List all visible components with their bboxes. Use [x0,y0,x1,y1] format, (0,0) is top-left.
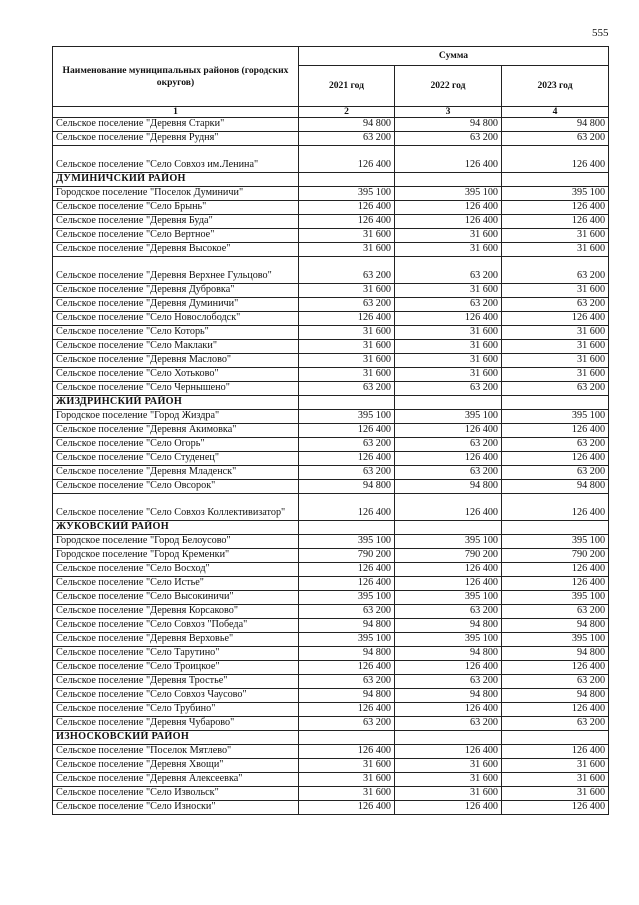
amount-2023: 31 600 [502,284,609,298]
empty-cell [299,521,395,535]
settlement-name: Сельское поселение "Село Истье" [53,577,299,591]
amount-2021: 126 400 [299,703,395,717]
column-index: 4 [502,107,609,118]
settlement-name: Сельское поселение "Деревня Алексеевка" [53,773,299,787]
amount-2021: 395 100 [299,187,395,201]
settlement-name: Сельское поселение "Деревня Маслово" [53,354,299,368]
settlement-name: Сельское поселение "Деревня Буда" [53,215,299,229]
column-index: 2 [299,107,395,118]
table-row [53,410,609,424]
amount-2021: 31 600 [299,354,395,368]
amount-2022: 126 400 [395,703,502,717]
settlement-name: Сельское поселение "Поселок Мятлево" [53,745,299,759]
amount-2022: 126 400 [395,801,502,815]
amount-2023: 63 200 [502,675,609,689]
amount-2023: 126 400 [502,215,609,229]
budget-table [52,46,609,815]
district-section-row [53,396,609,410]
amount-2022: 94 800 [395,619,502,633]
amount-2021: 126 400 [299,563,395,577]
settlement-name: Сельское поселение "Село Огорь" [53,438,299,452]
table-row [53,480,609,494]
amount-2021: 126 400 [299,801,395,815]
settlement-name: Городское поселение "Город Жиздра" [53,410,299,424]
amount-2022: 395 100 [395,633,502,647]
amount-2023: 63 200 [502,717,609,731]
amount-2022: 395 100 [395,187,502,201]
amount-2023: 63 200 [502,382,609,396]
table-row [53,563,609,577]
amount-2022: 31 600 [395,354,502,368]
amount-2022: 94 800 [395,480,502,494]
amount-2023: 126 400 [502,494,609,521]
amount-2022: 395 100 [395,410,502,424]
settlement-name: Сельское поселение "Деревня Корсаково" [53,605,299,619]
amount-2022: 63 200 [395,382,502,396]
amount-2023: 63 200 [502,257,609,284]
settlement-name: Городское поселение "Город Белоусово" [53,535,299,549]
table-row [53,215,609,229]
amount-2022: 126 400 [395,424,502,438]
amount-2022: 94 800 [395,689,502,703]
settlement-name: Сельское поселение "Село Высокиничи" [53,591,299,605]
amount-2023: 126 400 [502,661,609,675]
amount-2021: 31 600 [299,340,395,354]
district-section-row [53,521,609,535]
amount-2022: 126 400 [395,215,502,229]
amount-2022: 63 200 [395,466,502,480]
amount-2023: 126 400 [502,563,609,577]
table-row [53,118,609,132]
district-name: ДУМИНИЧСКИЙ РАЙОН [53,173,299,187]
table-row [53,284,609,298]
settlement-name: Сельское поселение "Деревня Хвощи" [53,759,299,773]
column-index: 3 [395,107,502,118]
table-row [53,326,609,340]
amount-2022: 31 600 [395,773,502,787]
table-row [53,535,609,549]
amount-2023: 395 100 [502,535,609,549]
settlement-name: Сельское поселение "Село Извольск" [53,787,299,801]
amount-2023: 31 600 [502,759,609,773]
amount-2022: 63 200 [395,675,502,689]
settlement-name: Сельское поселение "Село Тарутино" [53,647,299,661]
amount-2022: 94 800 [395,647,502,661]
table-row [53,717,609,731]
amount-2023: 395 100 [502,633,609,647]
table-row [53,787,609,801]
amount-2021: 126 400 [299,494,395,521]
amount-2022: 31 600 [395,326,502,340]
amount-2022: 126 400 [395,201,502,215]
amount-2021: 126 400 [299,424,395,438]
amount-2022: 31 600 [395,229,502,243]
empty-cell [395,731,502,745]
amount-2021: 126 400 [299,661,395,675]
amount-2023: 63 200 [502,298,609,312]
settlement-name: Сельское поселение "Село Новослободск" [53,312,299,326]
settlement-name: Сельское поселение "Деревня Думиничи" [53,298,299,312]
empty-cell [502,396,609,410]
table-row [53,368,609,382]
amount-2021: 395 100 [299,633,395,647]
amount-2023: 395 100 [502,591,609,605]
amount-2021: 63 200 [299,466,395,480]
amount-2022: 126 400 [395,146,502,173]
column-index: 1 [53,107,299,118]
amount-2022: 395 100 [395,591,502,605]
table-row [53,745,609,759]
amount-2022: 63 200 [395,717,502,731]
year-header-2022: 2022 год [395,66,502,107]
amount-2021: 63 200 [299,257,395,284]
year-header-2023: 2023 год [502,66,609,107]
amount-2021: 63 200 [299,717,395,731]
table-row [53,619,609,633]
settlement-name: Сельское поселение "Село Которь" [53,326,299,340]
amount-2023: 94 800 [502,480,609,494]
amount-2023: 126 400 [502,452,609,466]
table-row [53,452,609,466]
amount-2021: 63 200 [299,675,395,689]
amount-2022: 126 400 [395,745,502,759]
amount-2021: 126 400 [299,577,395,591]
table-row [53,633,609,647]
district-section-row [53,173,609,187]
table-row [53,591,609,605]
amount-2022: 31 600 [395,340,502,354]
amount-2023: 790 200 [502,549,609,563]
amount-2022: 31 600 [395,284,502,298]
amount-2021: 31 600 [299,284,395,298]
amount-2022: 31 600 [395,243,502,257]
empty-cell [299,173,395,187]
amount-2022: 126 400 [395,563,502,577]
settlement-name: Сельское поселение "Село Маклаки" [53,340,299,354]
table-row [53,549,609,563]
amount-2023: 94 800 [502,118,609,132]
settlement-name: Сельское поселение "Село Совхоз "Победа" [53,619,299,633]
amount-2023: 31 600 [502,787,609,801]
amount-2022: 31 600 [395,787,502,801]
amount-2023: 31 600 [502,243,609,257]
amount-2021: 395 100 [299,591,395,605]
table-row [53,146,609,173]
settlement-name: Сельское поселение "Село Восход" [53,563,299,577]
table-row [53,438,609,452]
amount-2022: 31 600 [395,759,502,773]
table-row [53,647,609,661]
settlement-name: Сельское поселение "Село Брынь" [53,201,299,215]
table-row [53,382,609,396]
amount-2021: 94 800 [299,647,395,661]
amount-2022: 63 200 [395,605,502,619]
amount-2023: 31 600 [502,326,609,340]
amount-2022: 31 600 [395,368,502,382]
amount-2021: 31 600 [299,243,395,257]
table-row [53,243,609,257]
settlement-name: Городское поселение "Город Кременки" [53,549,299,563]
empty-cell [395,396,502,410]
amount-2022: 126 400 [395,661,502,675]
amount-2021: 63 200 [299,438,395,452]
amount-2023: 63 200 [502,132,609,146]
amount-2023: 126 400 [502,801,609,815]
year-header-2021: 2021 год [299,66,395,107]
amount-2021: 126 400 [299,215,395,229]
settlement-name: Сельское поселение "Село Студенец" [53,452,299,466]
amount-2021: 126 400 [299,312,395,326]
amount-2023: 63 200 [502,605,609,619]
sum-header: Сумма [299,47,609,66]
amount-2021: 94 800 [299,689,395,703]
table-row [53,312,609,326]
empty-cell [299,396,395,410]
settlement-name: Сельское поселение "Село Совхоз Коллективизатор" [53,494,299,521]
table-row [53,466,609,480]
amount-2021: 94 800 [299,619,395,633]
empty-cell [299,731,395,745]
amount-2023: 395 100 [502,187,609,201]
amount-2023: 31 600 [502,229,609,243]
table-row [53,577,609,591]
table-row [53,340,609,354]
amount-2021: 31 600 [299,368,395,382]
settlement-name: Сельское поселение "Деревня Младенск" [53,466,299,480]
amount-2022: 63 200 [395,438,502,452]
amount-2021: 94 800 [299,118,395,132]
settlement-name: Сельское поселение "Деревня Старки" [53,118,299,132]
amount-2021: 63 200 [299,605,395,619]
amount-2023: 395 100 [502,410,609,424]
amount-2023: 63 200 [502,466,609,480]
amount-2022: 790 200 [395,549,502,563]
table-row [53,187,609,201]
amount-2023: 63 200 [502,438,609,452]
amount-2022: 63 200 [395,298,502,312]
table-row [53,257,609,284]
settlement-name: Сельское поселение "Деревня Дубровка" [53,284,299,298]
settlement-name: Сельское поселение "Деревня Рудня" [53,132,299,146]
empty-cell [502,521,609,535]
settlement-name: Сельское поселение "Деревня Высокое" [53,243,299,257]
district-name: ЖУКОВСКИЙ РАЙОН [53,521,299,535]
amount-2023: 126 400 [502,312,609,326]
settlement-name: Сельское поселение "Село Чернышено" [53,382,299,396]
amount-2023: 31 600 [502,340,609,354]
table-row [53,675,609,689]
district-section-row [53,731,609,745]
table-row [53,689,609,703]
amount-2021: 126 400 [299,745,395,759]
amount-2023: 126 400 [502,424,609,438]
amount-2022: 395 100 [395,535,502,549]
table-row [53,605,609,619]
amount-2022: 126 400 [395,494,502,521]
amount-2021: 126 400 [299,201,395,215]
amount-2021: 31 600 [299,773,395,787]
amount-2021: 126 400 [299,452,395,466]
settlement-name: Сельское поселение "Село Совхоз им.Ленина" [53,146,299,173]
settlement-name: Сельское поселение "Деревня Чубарово" [53,717,299,731]
empty-cell [502,173,609,187]
amount-2022: 63 200 [395,132,502,146]
table-row [53,494,609,521]
settlement-name: Сельское поселение "Деревня Акимовка" [53,424,299,438]
settlement-name: Городское поселение "Поселок Думиничи" [53,187,299,201]
amount-2021: 63 200 [299,298,395,312]
table-row [53,424,609,438]
district-name: ИЗНОСКОВСКИЙ РАЙОН [53,731,299,745]
settlement-name: Сельское поселение "Село Овсорок" [53,480,299,494]
table-row [53,759,609,773]
amount-2021: 31 600 [299,326,395,340]
settlement-name: Сельское поселение "Деревня Верховье" [53,633,299,647]
page-number: 555 [592,27,609,39]
amount-2021: 126 400 [299,146,395,173]
amount-2023: 94 800 [502,647,609,661]
amount-2021: 31 600 [299,787,395,801]
table-row [53,201,609,215]
name-column-header: Наименование муниципальных районов (городских округов) [53,47,299,107]
empty-cell [395,173,502,187]
amount-2023: 94 800 [502,619,609,633]
table-row [53,229,609,243]
amount-2023: 31 600 [502,368,609,382]
amount-2022: 126 400 [395,452,502,466]
settlement-name: Сельское поселение "Деревня Верхнее Гульцово" [53,257,299,284]
amount-2021: 395 100 [299,410,395,424]
settlement-name: Сельское поселение "Село Троицкое" [53,661,299,675]
table-row [53,801,609,815]
amount-2023: 126 400 [502,745,609,759]
empty-cell [502,731,609,745]
amount-2021: 94 800 [299,480,395,494]
empty-cell [395,521,502,535]
settlement-name: Сельское поселение "Село Трубино" [53,703,299,717]
amount-2021: 395 100 [299,535,395,549]
settlement-name: Сельское поселение "Село Совхоз Чаусово" [53,689,299,703]
table-row [53,132,609,146]
settlement-name: Сельское поселение "Село Хотьково" [53,368,299,382]
table-body [53,118,609,815]
amount-2021: 63 200 [299,382,395,396]
amount-2023: 126 400 [502,201,609,215]
amount-2023: 126 400 [502,146,609,173]
table-row [53,703,609,717]
amount-2022: 126 400 [395,577,502,591]
settlement-name: Сельское поселение "Село Износки" [53,801,299,815]
table-row [53,773,609,787]
district-name: ЖИЗДРИНСКИЙ РАЙОН [53,396,299,410]
amount-2021: 31 600 [299,229,395,243]
amount-2022: 126 400 [395,312,502,326]
amount-2022: 63 200 [395,257,502,284]
amount-2023: 94 800 [502,689,609,703]
amount-2021: 31 600 [299,759,395,773]
amount-2021: 63 200 [299,132,395,146]
settlement-name: Сельское поселение "Деревня Тростье" [53,675,299,689]
amount-2023: 31 600 [502,354,609,368]
amount-2023: 126 400 [502,577,609,591]
amount-2023: 126 400 [502,703,609,717]
amount-2021: 790 200 [299,549,395,563]
table-row [53,298,609,312]
amount-2023: 31 600 [502,773,609,787]
amount-2022: 94 800 [395,118,502,132]
settlement-name: Сельское поселение "Село Вертное" [53,229,299,243]
table-row [53,661,609,675]
table-row [53,354,609,368]
